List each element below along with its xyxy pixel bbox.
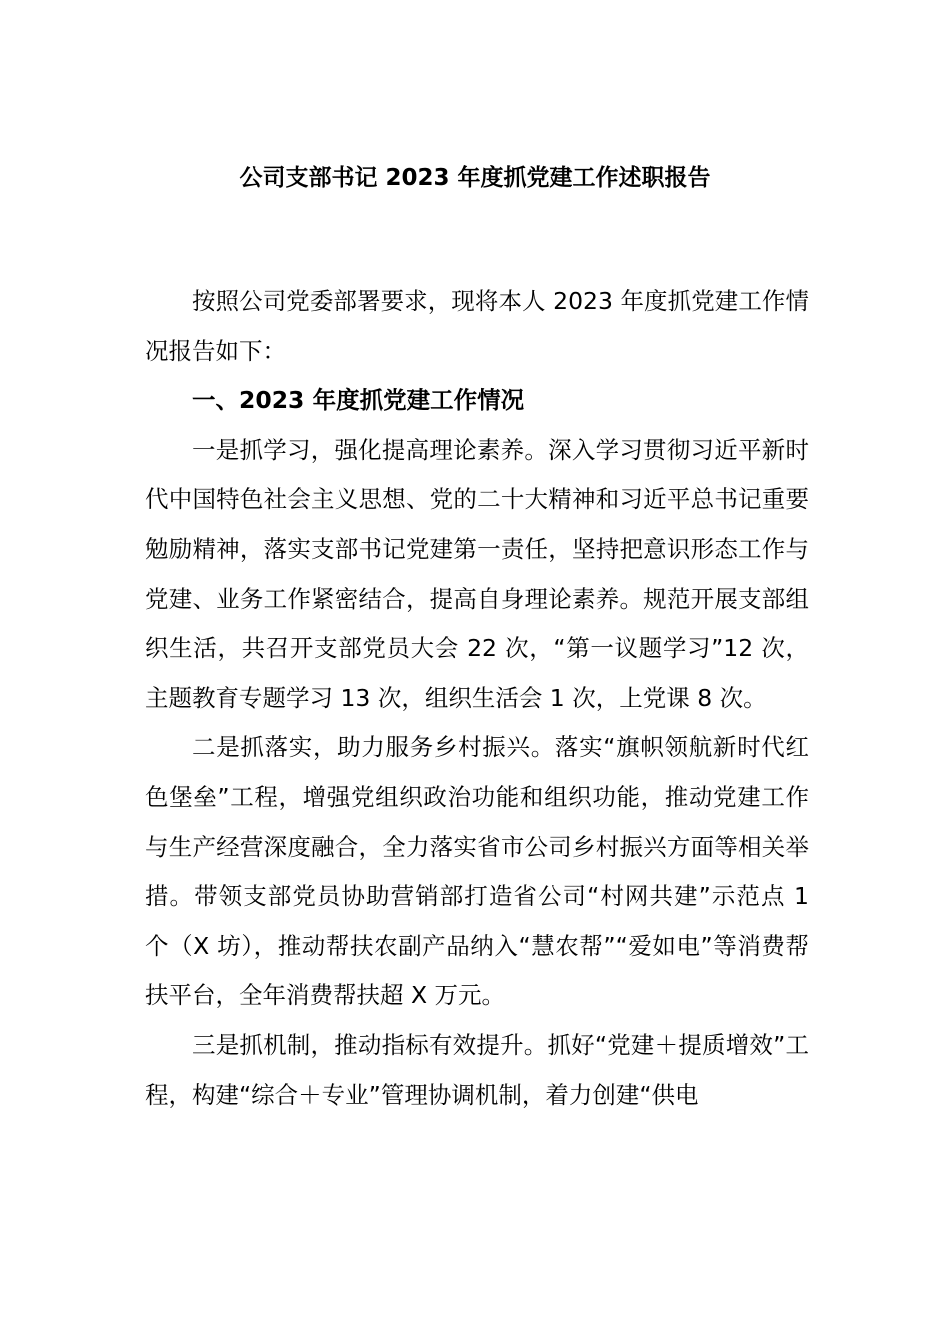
paragraph-intro: 按照公司党委部署要求，现将本人 2023 年度抓党建工作情况报告如下： xyxy=(145,287,809,365)
paragraph-study: 一是抓学习，强化提高理论素养。深入学习贯彻习近平新时代中国特色社会主义思想、党的二十大精神和习近平总书记重要勉励精神，落实支部书记党建第一责任，坚持把意识形态工作与党建、业务工作紧密结合，提高自身理论素养。规范开展支部组织生活，共召开支部党员大会 22 次，“第一议题学习”12 次，主题教育专题学习 13 次，组织生活会 1 次，上党课 8 次。 xyxy=(145,435,809,712)
paragraph-mechanism: 三是抓机制，推动指标有效提升。抓好“党建＋提质增效”工程，构建“综合＋专业”管理协调机制，着力创建“供电 xyxy=(145,1030,809,1109)
paragraph-implementation: 二是抓落实，助力服务乡村振兴。落实“旗帜领航新时代红色堡垒”工程，增强党组织政治功能和组织功能，推动党建工作与生产经营深度融合，全力落实省市公司乡村振兴方面等相关举措。带领支部党员协助营销部打造省公司“村网共建”示范点 1 个（X 坊），推动帮扶农副产品纳入“慧农帮”“爱如电”等消费帮扶平台，全年消费帮扶超 X 万元。 xyxy=(145,733,809,1010)
document-body xyxy=(145,277,809,1120)
document-title: 公司支部书记 2023 年度抓党建工作述职报告 xyxy=(239,165,711,191)
section-heading-1: 一、2023 年度抓党建工作情况 xyxy=(192,386,525,415)
